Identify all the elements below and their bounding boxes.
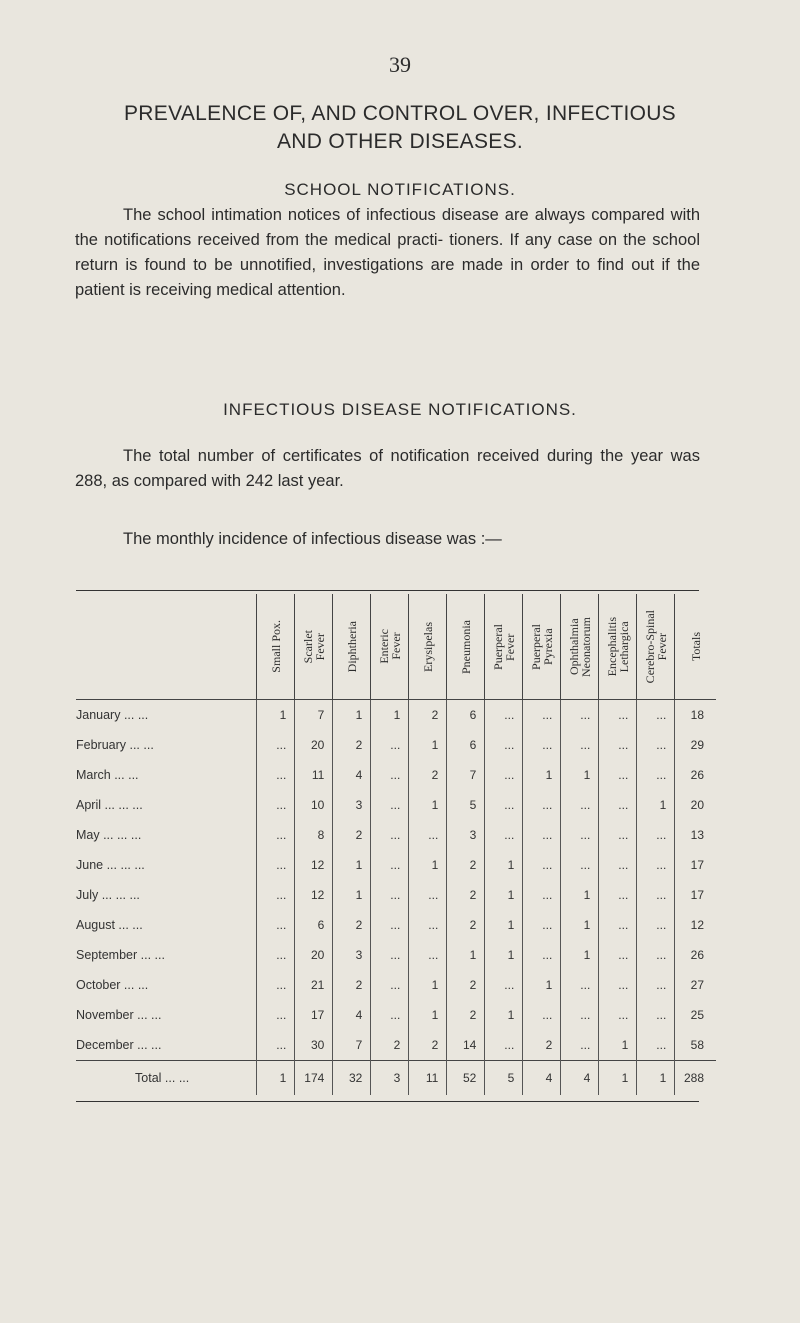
column-header-line1: Puerperal: [490, 623, 505, 670]
column-header-line1: Totals: [688, 631, 703, 662]
table-cell: 1: [409, 850, 447, 880]
table-row: [76, 730, 716, 760]
table-bottom-rule: [76, 1101, 699, 1102]
table-row: [76, 820, 716, 850]
table-row: [76, 1000, 716, 1030]
page-number: 39: [389, 52, 411, 77]
table-cell: 2: [333, 730, 371, 760]
month-label: August ... ...: [76, 918, 143, 932]
column-header: [599, 594, 637, 700]
table-cell: ...: [599, 730, 637, 760]
table-cell: 7: [295, 700, 333, 731]
column-header: [523, 594, 561, 700]
table-row: [76, 790, 716, 820]
table-cell: 2: [409, 700, 447, 731]
table-cell: 6: [295, 910, 333, 940]
monthly-incidence-intro: The monthly incidence of infectious disease was :—: [123, 530, 502, 548]
column-header: [409, 594, 447, 700]
monthly-incidence-table: [76, 594, 716, 1095]
table-cell: ...: [561, 730, 599, 760]
column-header-line1: Small Pox.: [268, 620, 283, 673]
table-cell: 2: [409, 760, 447, 790]
column-header: [371, 594, 409, 700]
table-cell: ...: [485, 1030, 523, 1061]
table-cell: 1: [637, 1061, 675, 1096]
month-label: October ... ...: [76, 978, 149, 992]
table-cell: 4: [333, 760, 371, 790]
page-title: [60, 100, 740, 156]
table-cell: 32: [333, 1061, 371, 1096]
column-header-line1: Ophthalmia: [566, 618, 581, 675]
column-header-line2: Fever: [312, 632, 327, 661]
column-header-line1: Encephalitis: [604, 616, 619, 677]
table-cell: ...: [599, 880, 637, 910]
table-body: [76, 700, 716, 1096]
table-cell: 10: [295, 790, 333, 820]
table-cell: 1: [599, 1030, 637, 1061]
table-top-rule: [76, 590, 699, 591]
month-label: May ... ... ...: [76, 828, 142, 842]
table-cell: 14: [447, 1030, 485, 1061]
table-cell: ...: [523, 730, 561, 760]
table-cell: ...: [409, 910, 447, 940]
table-cell: 4: [333, 1000, 371, 1030]
total-certificates-paragraph: The total number of certificates of notification received during the year was 288, as compared with 242 last year.: [75, 447, 700, 490]
column-header: [257, 594, 295, 700]
column-header: [485, 594, 523, 700]
table-cell: 5: [447, 790, 485, 820]
table-cell: ...: [371, 880, 409, 910]
column-header: [447, 594, 485, 700]
table-cell: 1: [485, 940, 523, 970]
table-cell: ...: [371, 1000, 409, 1030]
month-label: April ... ... ...: [76, 798, 143, 812]
column-header: [295, 594, 333, 700]
table-cell: 1: [333, 850, 371, 880]
column-header-text: [644, 610, 668, 683]
row-total-cell: 13: [675, 820, 716, 850]
table-cell: ...: [523, 850, 561, 880]
table-header-row: [76, 594, 716, 700]
table-cell: ...: [637, 820, 675, 850]
table-cell: ...: [257, 970, 295, 1000]
infectious-disease-heading: INFECTIOUS DISEASE NOTIFICATIONS.: [223, 400, 577, 419]
table-cell: ...: [523, 910, 561, 940]
table-cell: ...: [371, 970, 409, 1000]
table-cell: 1: [561, 910, 599, 940]
table-cell: ...: [599, 1000, 637, 1030]
column-header-line1: Cerebro-Spinal: [642, 609, 657, 684]
table-cell: ...: [371, 790, 409, 820]
table-cell: 1: [485, 1000, 523, 1030]
table-cell: ...: [257, 880, 295, 910]
table-cell: 1: [257, 700, 295, 731]
table-cell: 2: [447, 850, 485, 880]
table-cell: ...: [257, 1030, 295, 1061]
column-header-text: [346, 621, 358, 672]
table-cell: 5: [485, 1061, 523, 1096]
table-cell: ...: [257, 790, 295, 820]
table-cell: ...: [523, 880, 561, 910]
table-cell: ...: [523, 790, 561, 820]
table-cell: ...: [637, 1030, 675, 1061]
table-cell: 1: [409, 730, 447, 760]
table-cell: 1: [485, 850, 523, 880]
table-cell: 4: [561, 1061, 599, 1096]
page-title-line-1: PREVALENCE OF, AND CONTROL OVER, INFECTIOUS: [124, 102, 676, 125]
row-total-cell: 29: [675, 730, 716, 760]
table-cell: ...: [485, 790, 523, 820]
table-cell: ...: [599, 910, 637, 940]
table-cell: 1: [485, 880, 523, 910]
row-total-cell: 25: [675, 1000, 716, 1030]
table-cell: ...: [409, 940, 447, 970]
table-cell: 2: [447, 1000, 485, 1030]
table-cell: 20: [295, 730, 333, 760]
table-cell: ...: [257, 760, 295, 790]
row-total-cell: 18: [675, 700, 716, 731]
table-cell: ...: [637, 700, 675, 731]
column-header-line2: Neonatorum: [578, 616, 593, 677]
table-row: [76, 850, 716, 880]
column-header-text: [378, 629, 402, 664]
table-cell: 174: [295, 1061, 333, 1096]
total-label: Total ... ...: [76, 1061, 257, 1096]
table-cell: 17: [295, 1000, 333, 1030]
row-total-cell: 17: [675, 850, 716, 880]
row-total-cell: 20: [675, 790, 716, 820]
table-cell: ...: [561, 820, 599, 850]
table-cell: 8: [295, 820, 333, 850]
table-cell: 52: [447, 1061, 485, 1096]
table-cell: 3: [333, 940, 371, 970]
column-header-text: [690, 632, 702, 661]
table-row: [76, 760, 716, 790]
table-cell: 1: [333, 880, 371, 910]
column-header-text: [302, 630, 326, 663]
table-cell: ...: [561, 1030, 599, 1061]
table-cell: 1: [409, 970, 447, 1000]
table-cell: 6: [447, 700, 485, 731]
column-header-line1: Puerperal: [528, 623, 543, 670]
column-header-text: [606, 617, 630, 676]
month-label: June ... ... ...: [76, 858, 145, 872]
column-header-text: [270, 620, 282, 673]
row-total-cell: 288: [675, 1061, 716, 1096]
monthly-incidence-table-wrap: [76, 590, 800, 1230]
table-cell: ...: [599, 790, 637, 820]
table-cell: ...: [257, 730, 295, 760]
table-cell: ...: [371, 760, 409, 790]
table-cell: ...: [485, 820, 523, 850]
table-cell: ...: [561, 790, 599, 820]
table-cell: ...: [485, 970, 523, 1000]
table-cell: 3: [447, 820, 485, 850]
table-cell: ...: [371, 910, 409, 940]
table-cell: 6: [447, 730, 485, 760]
table-cell: ...: [485, 760, 523, 790]
table-cell: ...: [371, 820, 409, 850]
table-cell: 1: [561, 760, 599, 790]
month-label: November ... ...: [76, 1008, 162, 1022]
table-cell: 21: [295, 970, 333, 1000]
table-cell: 2: [333, 820, 371, 850]
table-cell: ...: [599, 700, 637, 731]
column-header-text: [530, 624, 554, 670]
table-cell: ...: [371, 940, 409, 970]
table-cell: ...: [485, 700, 523, 731]
table-cell: 12: [295, 850, 333, 880]
table-cell: ...: [257, 1000, 295, 1030]
table-cell: ...: [599, 820, 637, 850]
table-cell: 2: [371, 1030, 409, 1061]
table-cell: ...: [371, 850, 409, 880]
table-cell: ...: [371, 730, 409, 760]
table-cell: ...: [561, 700, 599, 731]
page-title-line-2: AND OTHER DISEASES.: [276, 130, 524, 153]
table-cell: ...: [257, 910, 295, 940]
table-cell: ...: [599, 850, 637, 880]
table-cell: ...: [257, 820, 295, 850]
column-header-line1: Pneumonia: [458, 619, 473, 674]
table-cell: 2: [409, 1030, 447, 1061]
row-total-cell: 27: [675, 970, 716, 1000]
table-cell: 2: [523, 1030, 561, 1061]
month-header: [76, 594, 257, 700]
table-row: [76, 700, 716, 731]
column-header-line1: Erysipelas: [420, 621, 435, 672]
table-cell: ...: [409, 820, 447, 850]
table-row: [76, 880, 716, 910]
column-header: [675, 594, 716, 700]
table-cell: 1: [561, 940, 599, 970]
table-row: [76, 970, 716, 1000]
table-cell: 2: [333, 970, 371, 1000]
table-cell: 4: [523, 1061, 561, 1096]
table-cell: ...: [523, 700, 561, 731]
column-header-text: [492, 624, 516, 670]
table-cell: 1: [599, 1061, 637, 1096]
table-cell: ...: [599, 760, 637, 790]
column-header-line1: Diphtheria: [344, 620, 359, 673]
table-cell: ...: [523, 820, 561, 850]
column-header-line2: Fever: [654, 632, 669, 661]
table-cell: ...: [561, 970, 599, 1000]
table-cell: ...: [485, 730, 523, 760]
row-total-cell: 12: [675, 910, 716, 940]
table-cell: ...: [637, 940, 675, 970]
table-row: [76, 910, 716, 940]
table-cell: 11: [409, 1061, 447, 1096]
column-header-line2: Fever: [388, 632, 403, 661]
table-cell: ...: [409, 880, 447, 910]
column-header: [561, 594, 599, 700]
table-row: [76, 940, 716, 970]
month-label: July ... ... ...: [76, 888, 140, 902]
table-cell: 11: [295, 760, 333, 790]
table-cell: ...: [257, 940, 295, 970]
table-cell: ...: [637, 850, 675, 880]
month-label: December ... ...: [76, 1038, 162, 1052]
month-label: March ... ...: [76, 768, 139, 782]
table-cell: 1: [371, 700, 409, 731]
school-notifications-heading: SCHOOL NOTIFICATIONS.: [284, 180, 516, 199]
table-cell: ...: [599, 940, 637, 970]
table-cell: 7: [333, 1030, 371, 1061]
table-cell: ...: [637, 910, 675, 940]
month-label: September ... ...: [76, 948, 165, 962]
table-cell: 1: [523, 970, 561, 1000]
table-cell: 3: [333, 790, 371, 820]
column-header-text: [460, 620, 472, 674]
table-cell: ...: [523, 940, 561, 970]
table-cell: ...: [523, 1000, 561, 1030]
table-cell: 1: [409, 1000, 447, 1030]
table-cell: ...: [561, 1000, 599, 1030]
column-header-text: [568, 617, 592, 677]
table-cell: 3: [371, 1061, 409, 1096]
table-cell: 1: [637, 790, 675, 820]
school-notifications-paragraph: The school intimation notices of infectious disease are always compared with the notifications received from the medical practi- tioners. If any case on the school return is found to be unnotified, investigations are made in order to find out if the patient is receiving medical attention.: [75, 206, 700, 299]
table-cell: 2: [447, 910, 485, 940]
row-total-cell: 17: [675, 880, 716, 910]
table-cell: 20: [295, 940, 333, 970]
table-cell: ...: [637, 970, 675, 1000]
table-row: [76, 1030, 716, 1061]
table-cell: 1: [561, 880, 599, 910]
column-header-line2: Lethargica: [616, 620, 631, 673]
column-header-line2: Fever: [502, 632, 517, 661]
table-cell: 1: [333, 700, 371, 731]
column-header: [333, 594, 371, 700]
table-cell: 12: [295, 880, 333, 910]
table-cell: ...: [637, 730, 675, 760]
table-cell: 30: [295, 1030, 333, 1061]
column-header-line1: Scarlet: [300, 629, 315, 664]
table-cell: ...: [257, 850, 295, 880]
table-cell: 1: [523, 760, 561, 790]
table-cell: 2: [447, 970, 485, 1000]
row-total-cell: 58: [675, 1030, 716, 1061]
table-cell: ...: [637, 760, 675, 790]
column-header: [637, 594, 675, 700]
table-cell: 2: [447, 880, 485, 910]
table-cell: ...: [637, 1000, 675, 1030]
table-cell: 1: [447, 940, 485, 970]
month-label: February ... ...: [76, 738, 154, 752]
total-row: [76, 1061, 716, 1096]
month-label: January ... ...: [76, 708, 149, 722]
table-cell: 7: [447, 760, 485, 790]
table-cell: 1: [485, 910, 523, 940]
row-total-cell: 26: [675, 940, 716, 970]
row-total-cell: 26: [675, 760, 716, 790]
column-header-text: [422, 622, 434, 672]
column-header-line2: Pyrexia: [540, 628, 555, 665]
table-cell: ...: [637, 880, 675, 910]
table-cell: 1: [257, 1061, 295, 1096]
table-cell: 2: [333, 910, 371, 940]
table-cell: ...: [599, 970, 637, 1000]
table-cell: ...: [561, 850, 599, 880]
column-header-line1: Enteric: [376, 629, 391, 664]
table-cell: 1: [409, 790, 447, 820]
